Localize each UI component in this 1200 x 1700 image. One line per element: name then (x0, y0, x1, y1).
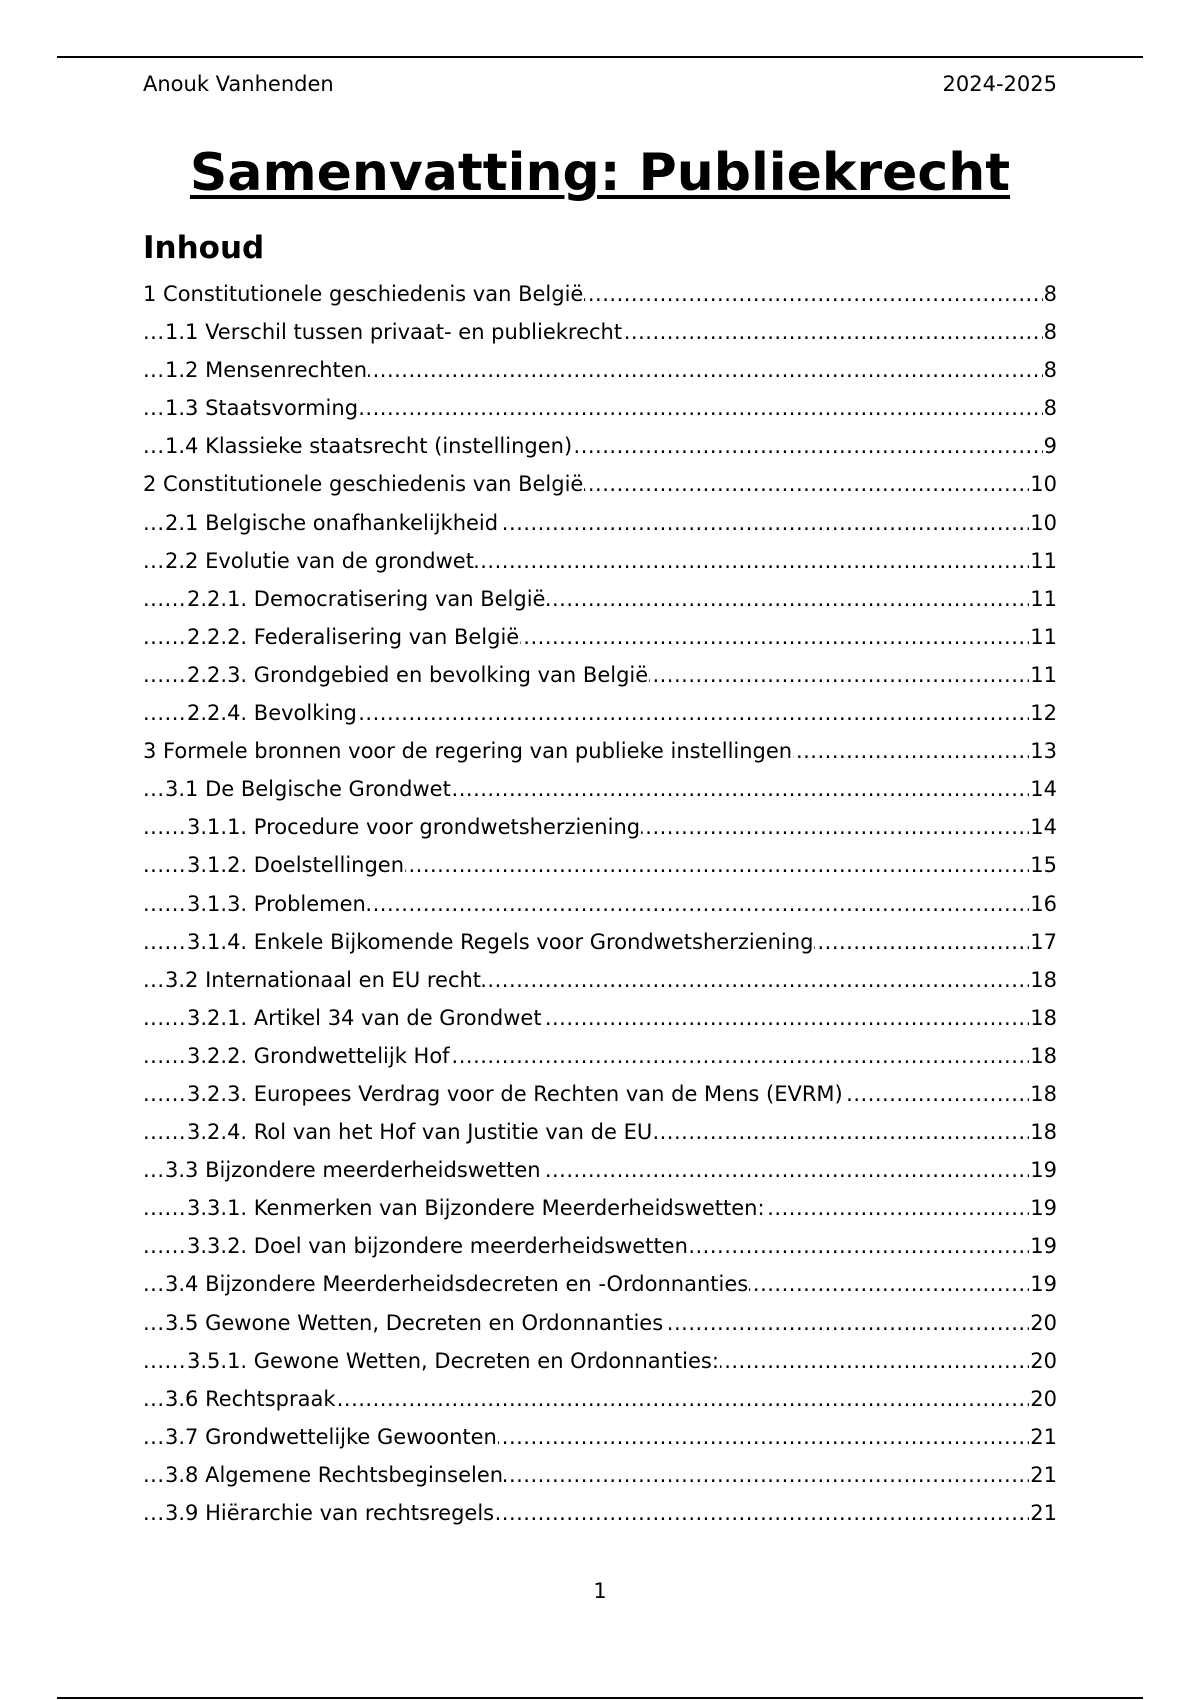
toc-entry[interactable] (143, 1342, 1057, 1380)
toc-entry-page: 8 (1043, 351, 1057, 389)
toc-entry-label: 3.2.4. Rol van het Hof van Justitie van de EU (187, 1120, 653, 1145)
toc-entry[interactable] (143, 770, 1057, 808)
document-title: Samenvatting: Publiekrecht (189, 143, 1011, 203)
toc-entry-label: 3.2 Internationaal en EU recht (165, 967, 482, 992)
toc-entry-label: 2 Constitutionele geschiedenis van België (143, 472, 584, 497)
toc-entry[interactable] (143, 1494, 1057, 1532)
table-of-contents (143, 275, 1057, 1532)
toc-entry-label: 3.3.1. Kenmerken van Bijzondere Meerderheidswetten: (187, 1196, 765, 1221)
toc-entry[interactable] (143, 694, 1057, 732)
toc-entry-label: 3.7 Grondwettelijke Gewoonten (165, 1424, 497, 1449)
toc-entry-page: 20 (1029, 1304, 1057, 1342)
toc-entry-page: 16 (1029, 885, 1057, 923)
toc-entry-page: 8 (1043, 389, 1057, 427)
toc-entry-label: 1.4 Klassieke staatsrecht (instellingen) (165, 434, 573, 459)
toc-entry[interactable] (143, 427, 1057, 465)
toc-entry[interactable] (143, 808, 1057, 846)
toc-entry-page: 15 (1029, 846, 1057, 884)
toc-entry[interactable] (143, 999, 1057, 1037)
toc-entry-label: 3.1.2. Doelstellingen (187, 853, 405, 878)
toc-entry[interactable] (143, 885, 1057, 923)
toc-entry-label: 1.3 Staatsvorming (165, 396, 359, 421)
toc-entry-page: 10 (1029, 504, 1057, 542)
toc-entry-label: 3.3 Bijzondere meerderheidswetten (165, 1158, 541, 1183)
toc-entry-page: 14 (1029, 808, 1057, 846)
toc-entry-page: 8 (1043, 275, 1057, 313)
toc-entry-page: 19 (1029, 1189, 1057, 1227)
header-rule (57, 56, 1143, 58)
toc-entry[interactable] (143, 1037, 1057, 1075)
toc-entry[interactable] (143, 465, 1057, 503)
toc-entry-page: 18 (1029, 1113, 1057, 1151)
toc-entry-page: 18 (1029, 999, 1057, 1037)
toc-entry-page: 13 (1029, 732, 1057, 770)
toc-entry-label: 2.2.4. Bevolking (187, 701, 357, 726)
toc-entry-page: 11 (1029, 656, 1057, 694)
toc-entry-page: 19 (1029, 1151, 1057, 1189)
toc-entry-label: 2.2.1. Democratisering van België (187, 586, 546, 611)
toc-entry[interactable] (143, 275, 1057, 313)
toc-entry[interactable] (143, 1113, 1057, 1151)
toc-entry-label: 3.9 Hiërarchie van rechtsregels (165, 1501, 495, 1525)
toc-entry-label: 3.1 De Belgische Grondwet (165, 777, 451, 802)
toc-entry-label: 3.5 Gewone Wetten, Decreten en Ordonnanties (165, 1310, 664, 1335)
toc-entry[interactable] (143, 1418, 1057, 1456)
toc-entry[interactable] (143, 1227, 1057, 1265)
toc-entry[interactable] (143, 923, 1057, 961)
toc-entry-label: 3.5.1. Gewone Wetten, Decreten en Ordonnanties: (187, 1348, 719, 1373)
toc-entry-label: 1.1 Verschil tussen privaat- en publiekrecht (165, 320, 623, 345)
toc-entry[interactable] (143, 580, 1057, 618)
page-number: 1 (593, 1579, 607, 1603)
toc-entry-label: 3.1.4. Enkele Bijkomende Regels voor Grondwetsherziening (187, 929, 814, 954)
toc-entry[interactable] (143, 389, 1057, 427)
page-header (143, 70, 1057, 98)
toc-entry-label: 1.2 Mensenrechten (165, 358, 368, 383)
toc-entry[interactable] (143, 1189, 1057, 1227)
toc-entry-label: 3.1.1. Procedure voor grondwetsherziening (187, 815, 641, 840)
toc-entry[interactable] (143, 351, 1057, 389)
toc-entry[interactable] (143, 1265, 1057, 1303)
toc-entry[interactable] (143, 1380, 1057, 1418)
toc-entry-label: 2.2.3. Grondgebied en bevolking van België (187, 662, 649, 687)
toc-entry-page: 19 (1029, 1227, 1057, 1265)
toc-entry-page: 10 (1029, 465, 1057, 503)
toc-entry[interactable] (143, 656, 1057, 694)
toc-heading: Inhoud (143, 230, 265, 266)
toc-entry[interactable] (143, 618, 1057, 656)
footer-rule (57, 1697, 1143, 1699)
toc-entry[interactable] (143, 846, 1057, 884)
toc-entry-page: 20 (1029, 1342, 1057, 1380)
toc-entry-label: 3.2.2. Grondwettelijk Hof (187, 1043, 450, 1068)
toc-entry-page: 17 (1029, 923, 1057, 961)
toc-entry-page: 18 (1029, 1075, 1057, 1113)
header-author: Anouk Vanhenden (143, 72, 334, 96)
toc-entry-label: 2.2.2. Federalisering van België (187, 624, 520, 649)
toc-entry-page: 8 (1043, 313, 1057, 351)
toc-entry-page: 11 (1029, 580, 1057, 618)
toc-entry-page: 21 (1029, 1494, 1057, 1532)
toc-entry-page: 21 (1029, 1456, 1057, 1494)
toc-entry-page: 21 (1029, 1418, 1057, 1456)
toc-entry-label: 1 Constitutionele geschiedenis van België (143, 282, 584, 306)
toc-entry-label: 3.3.2. Doel van bijzondere meerderheidswetten (187, 1234, 688, 1259)
toc-entry[interactable] (143, 1456, 1057, 1494)
toc-entry-label: 2.1 Belgische onafhankelijkheid (165, 510, 499, 535)
toc-entry[interactable] (143, 504, 1057, 542)
toc-entry-label: 3.4 Bijzondere Meerderheidsdecreten en -Ordonnanties (165, 1272, 749, 1297)
toc-entry-page: 11 (1029, 618, 1057, 656)
toc-entry-label: 3.2.1. Artikel 34 van de Grondwet (187, 1005, 542, 1030)
toc-entry-label: 3 Formele bronnen voor de regering van publieke instellingen (143, 739, 793, 764)
toc-entry-page: 18 (1029, 1037, 1057, 1075)
toc-entry[interactable] (143, 732, 1057, 770)
header-year: 2024-2025 (942, 72, 1057, 96)
toc-entry[interactable] (143, 1151, 1057, 1189)
toc-entry-label: 3.2.3. Europees Verdrag voor de Rechten van de Mens (EVRM) (187, 1081, 843, 1106)
toc-entry-page: 19 (1029, 1265, 1057, 1303)
toc-entry[interactable] (143, 1304, 1057, 1342)
toc-entry[interactable] (143, 313, 1057, 351)
toc-entry-label: 3.8 Algemene Rechtsbeginselen (165, 1462, 504, 1487)
toc-entry-page: 14 (1029, 770, 1057, 808)
toc-entry[interactable] (143, 542, 1057, 580)
toc-entry[interactable] (143, 1075, 1057, 1113)
toc-entry-label: 2.2 Evolutie van de grondwet (165, 548, 474, 573)
toc-entry[interactable] (143, 961, 1057, 999)
toc-entry-page: 11 (1029, 542, 1057, 580)
toc-entry-label: 3.1.3. Problemen (187, 891, 366, 916)
toc-entry-page: 9 (1043, 427, 1057, 465)
toc-entry-page: 18 (1029, 961, 1057, 999)
toc-entry-page: 12 (1029, 694, 1057, 732)
toc-entry-label: 3.6 Rechtspraak (165, 1386, 336, 1411)
toc-entry-page: 20 (1029, 1380, 1057, 1418)
